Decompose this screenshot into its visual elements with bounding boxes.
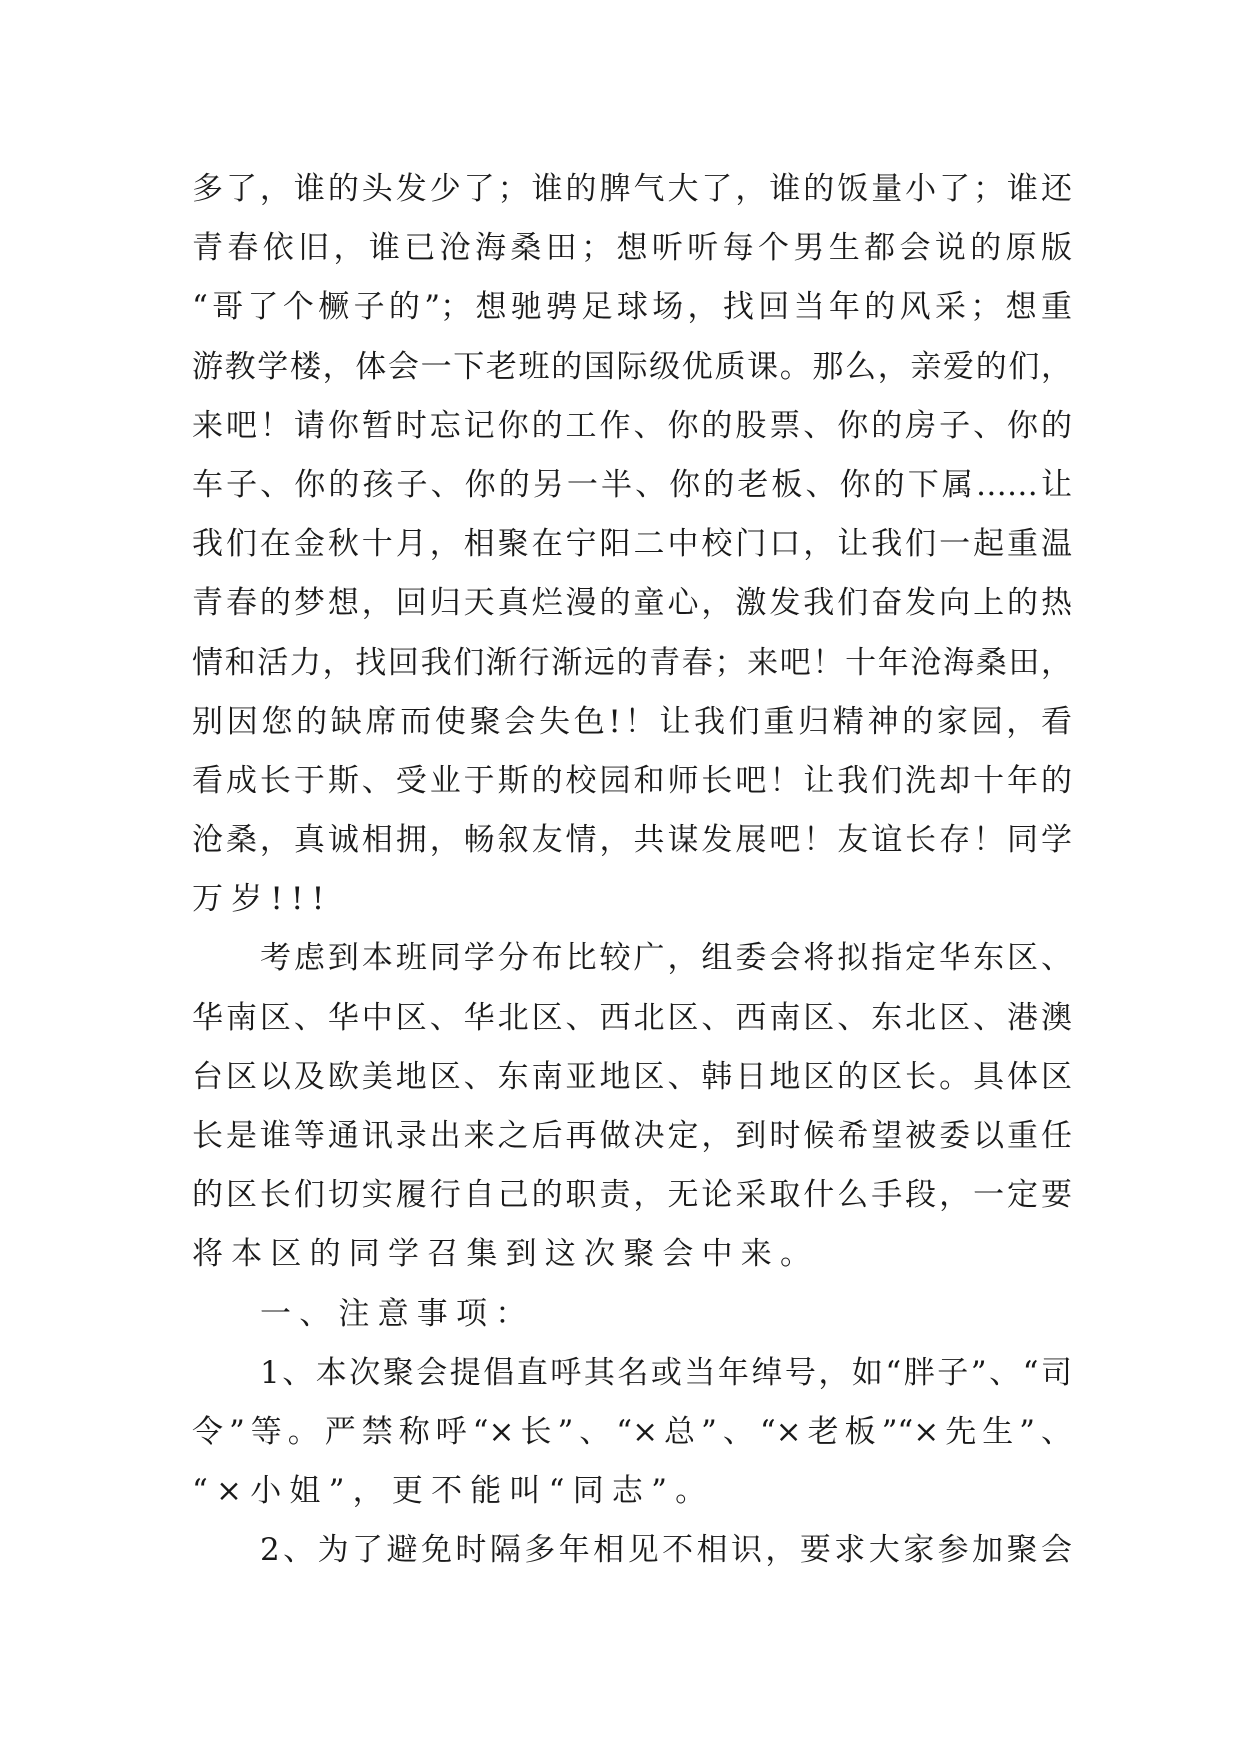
text-line: 车子、你的孩子、你的另一半、你的老板、你的下属……让: [192, 466, 1072, 503]
text-line: 别因您的缺席而使聚会失色!！让我们重归精神的家园，看: [192, 703, 1072, 740]
text-line: “×小姐”，更不能叫“同志”。: [192, 1473, 715, 1510]
text-line: 长是谁等通讯录出来之后再做决定，到时候希望被委以重任: [192, 1118, 1072, 1154]
text-line: “哥了个橛子的”；想驰骋足球场，找回当年的风采；想重: [192, 289, 1072, 326]
text-line: 沧桑，真诚相拥，畅叙友情，共谋发展吧！友谊长存！同学: [192, 822, 1072, 859]
text-line: 台区以及欧美地区、东南亚地区、韩日地区的区长。具体区: [192, 1058, 1072, 1095]
text-line: 的区长们切实履行自己的职责，无论采取什么手段，一定要: [192, 1177, 1072, 1214]
text-line: 来吧！请你暂时忘记你的工作、你的股票、你的房子、你的: [192, 407, 1072, 444]
section-heading: 一、注意事项：: [260, 1295, 535, 1332]
text-line: 万岁!!!: [192, 881, 333, 918]
text-line: 我们在金秋十月，相聚在宁阳二中校门口，让我们一起重温: [192, 526, 1072, 563]
text-line: 游教学楼，体会一下老班的国际级优质课。那么，亲爱的们，: [192, 348, 1072, 385]
text-line: 多了，谁的头发少了；谁的脾气大了，谁的饭量小了；谁还: [192, 171, 1072, 207]
text-line: 青春的梦想，回归天真烂漫的童心，激发我们奋发向上的热: [192, 585, 1072, 622]
text-line: 看成长于斯、受业于斯的校园和师长吧！让我们洗却十年的: [192, 762, 1072, 799]
list-item-1: 1、本次聚会提倡直呼其名或当年绰号，如“胖子”、“司: [260, 1354, 1072, 1391]
paragraph-first-line: 考虑到本班同学分布比较广，组委会将拟指定华东区、: [260, 940, 1072, 977]
body-text: [192, 160, 1072, 1581]
text-line: 将本区的同学召集到这次聚会中来。: [192, 1236, 820, 1273]
list-item-2: 2、为了避免时隔多年相见不相识，要求大家参加聚会: [260, 1532, 1072, 1569]
text-line: 令”等。严禁称呼“×长”、“×总”、“×老板”“×先生”、: [192, 1413, 1072, 1450]
text-line: 华南区、华中区、华北区、西北区、西南区、东北区、港澳: [192, 999, 1072, 1036]
text-line: 青春依旧，谁已沧海桑田；想听听每个男生都会说的原版: [192, 230, 1072, 267]
text-line: 情和活力，找回我们渐行渐远的青春；来吧！十年沧海桑田，: [192, 644, 1072, 681]
